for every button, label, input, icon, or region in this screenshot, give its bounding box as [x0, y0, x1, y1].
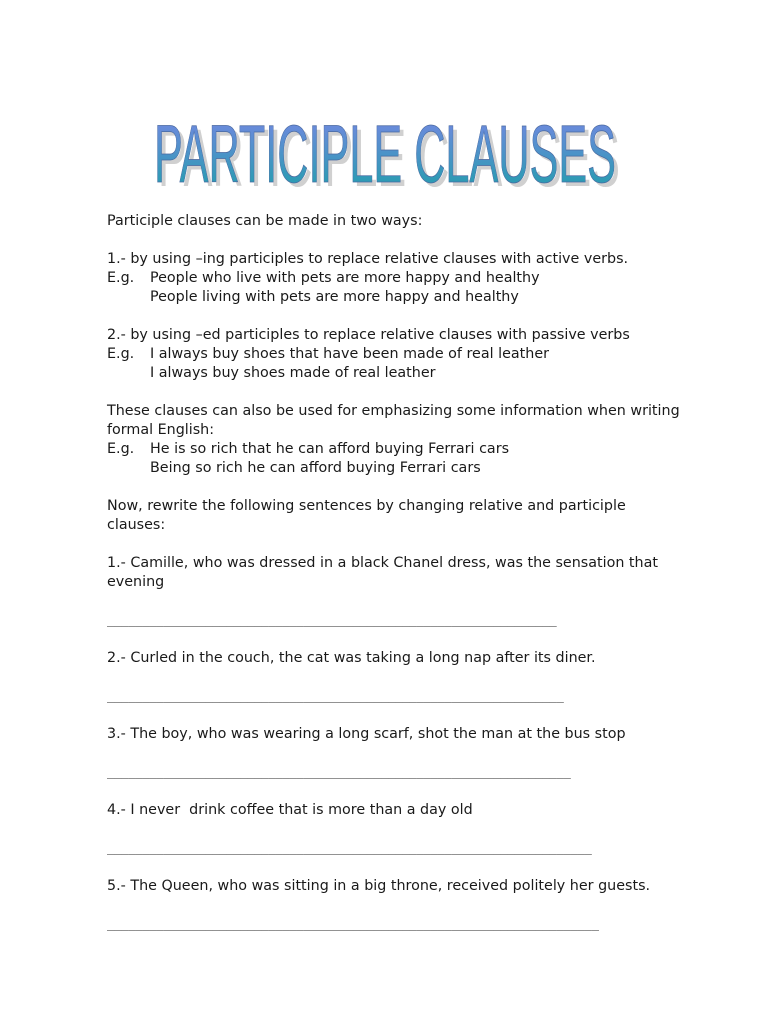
- example-text: I always buy shoes that have been made of real leather: [150, 346, 550, 362]
- instructions-line-1: Now, rewrite the following sentences by changing relative and participle: [107, 498, 626, 514]
- answer-line-4[interactable]: _____________________________________________________________________: [107, 841, 592, 855]
- document-body: [107, 212, 682, 934]
- emphasis-text-2: formal English:: [107, 422, 215, 438]
- eg-label: E.g.: [107, 270, 135, 286]
- example-text: People living with pets are more happy and healthy: [150, 289, 519, 305]
- answer-line-3[interactable]: __________________________________________________________________: [107, 765, 571, 779]
- example-text: I always buy shoes made of real leather: [150, 365, 436, 381]
- rule-2-example-1: [107, 345, 682, 364]
- instructions-line-2: clauses:: [107, 517, 166, 533]
- rule-1-example-1: [107, 269, 682, 288]
- answer-line-5[interactable]: ______________________________________________________________________: [107, 917, 599, 931]
- exercise-2-text: 2.- Curled in the couch, the cat was taking a long nap after its diner.: [107, 650, 596, 666]
- answer-line-2[interactable]: _________________________________________________________________: [107, 689, 564, 703]
- example-text: He is so rich that he can afford buying Ferrari cars: [150, 441, 510, 457]
- exercise-1-line-1: 1.- Camille, who was dressed in a black Chanel dress, was the sensation that: [107, 555, 658, 571]
- emphasis-example-2: [107, 459, 682, 478]
- example-text: People who live with pets are more happy and healthy: [150, 270, 540, 286]
- rule-2-example-2: [107, 364, 682, 383]
- rule-1-text: 1.- by using –ing participles to replace relative clauses with active verbs.: [107, 251, 629, 267]
- emphasis-example-1: [107, 440, 682, 459]
- rule-1-example-2: [107, 288, 682, 307]
- intro-text: Participle clauses can be made in two ways:: [107, 213, 423, 229]
- exercise-5-text: 5.- The Queen, who was sitting in a big throne, received politely her guests.: [107, 878, 651, 894]
- title-shadow: PARTICIPLE CLAUSES: [158, 113, 620, 200]
- title-text: PARTICIPLE CLAUSES: [154, 109, 616, 200]
- example-text: Being so rich he can afford buying Ferrari cars: [150, 460, 481, 476]
- answer-line-1[interactable]: ________________________________________________________________: [107, 613, 557, 627]
- eg-label: E.g.: [107, 441, 135, 457]
- exercise-3-text: 3.- The boy, who was wearing a long scarf, shot the man at the bus stop: [107, 726, 626, 742]
- wordart-title: [150, 90, 620, 200]
- eg-label: E.g.: [107, 346, 135, 362]
- rule-2-text: 2.- by using –ed participles to replace relative clauses with passive verbs: [107, 327, 630, 343]
- emphasis-text-1: These clauses can also be used for emphasizing some information when writing: [107, 403, 680, 419]
- exercise-4-text: 4.- I never drink coffee that is more than a day old: [107, 802, 473, 818]
- exercise-1-line-2: evening: [107, 574, 165, 590]
- page-title: [150, 90, 620, 200]
